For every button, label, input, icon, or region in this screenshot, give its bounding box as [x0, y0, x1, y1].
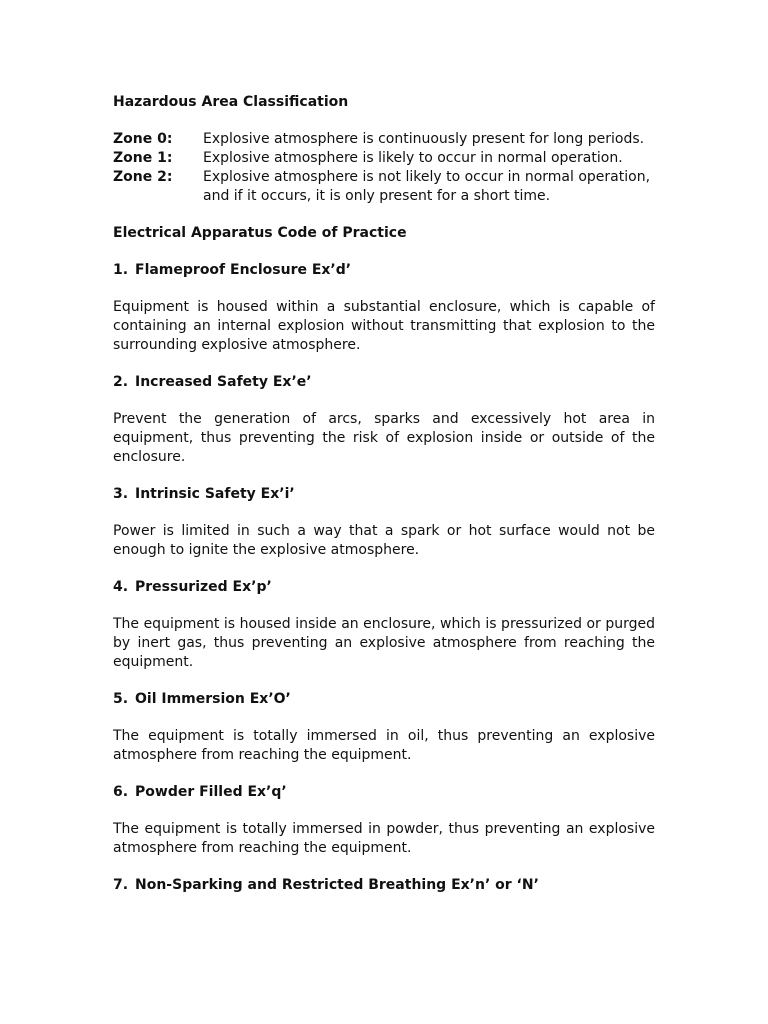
section-title: Increased Safety Ex’e’: [135, 374, 312, 390]
zone-row-1: [113, 149, 655, 168]
code-of-practice-title: Electrical Apparatus Code of Practice: [113, 225, 407, 241]
section-heading-2: [113, 373, 655, 392]
zone-row-0: [113, 130, 655, 149]
document-page: [113, 93, 655, 895]
section-title: Flameproof Enclosure Ex’d’: [135, 262, 352, 278]
section-body-6: The equipment is totally immersed in powder, thus preventing an explosive atmosphere from reaching the equipment.: [113, 821, 655, 856]
section-body-5: The equipment is totally immersed in oil, thus preventing an explosive atmosphere from reaching the equipment.: [113, 728, 655, 763]
section-number: 2.: [113, 374, 129, 390]
section-title: Non-Sparking and Restricted Breathing Ex’n’ or ‘N’: [135, 877, 539, 893]
section-heading-3: [113, 485, 655, 504]
document-title: Hazardous Area Classification: [113, 94, 349, 110]
section-number: 4.: [113, 579, 129, 595]
section-heading-1: [113, 261, 655, 280]
section-heading-5: [113, 690, 655, 709]
zone-description: Explosive atmosphere is likely to occur in normal operation.: [203, 150, 623, 166]
section-body-1: Equipment is housed within a substantial enclosure, which is capable of containing an internal explosion without transmitting that explosion to the surrounding explosive atmosphere.: [113, 299, 655, 353]
section-body-2: Prevent the generation of arcs, sparks and excessively hot area in equipment, thus preventing the risk of explosion inside or outside of the enclosure.: [113, 411, 655, 465]
section-number: 5.: [113, 691, 129, 707]
section-title: Oil Immersion Ex’O’: [135, 691, 291, 707]
zone-description: Explosive atmosphere is not likely to occur in normal operation, and if it occurs, it is only present for a short time.: [203, 169, 651, 204]
section-number: 6.: [113, 784, 129, 800]
section-number: 7.: [113, 877, 129, 893]
zone-row-2: [113, 168, 655, 206]
zone-label: Zone 0:: [113, 131, 173, 147]
section-heading-4: [113, 578, 655, 597]
section-number: 3.: [113, 486, 129, 502]
section-title: Intrinsic Safety Ex’i’: [135, 486, 295, 502]
section-heading-7: [113, 876, 655, 895]
zone-list: [113, 130, 655, 206]
zone-label: Zone 1:: [113, 150, 173, 166]
section-heading-6: [113, 783, 655, 802]
section-body-4: The equipment is housed inside an enclosure, which is pressurized or purged by inert gas, thus preventing an explosive atmosphere from reaching the equipment.: [113, 616, 655, 670]
section-body-3: Power is limited in such a way that a spark or hot surface would not be enough to ignite the explosive atmosphere.: [113, 523, 655, 558]
section-title: Powder Filled Ex’q’: [135, 784, 287, 800]
section-title: Pressurized Ex’p’: [135, 579, 272, 595]
zone-label: Zone 2:: [113, 169, 173, 185]
zone-description: Explosive atmosphere is continuously present for long periods.: [203, 131, 645, 147]
section-number: 1.: [113, 262, 129, 278]
